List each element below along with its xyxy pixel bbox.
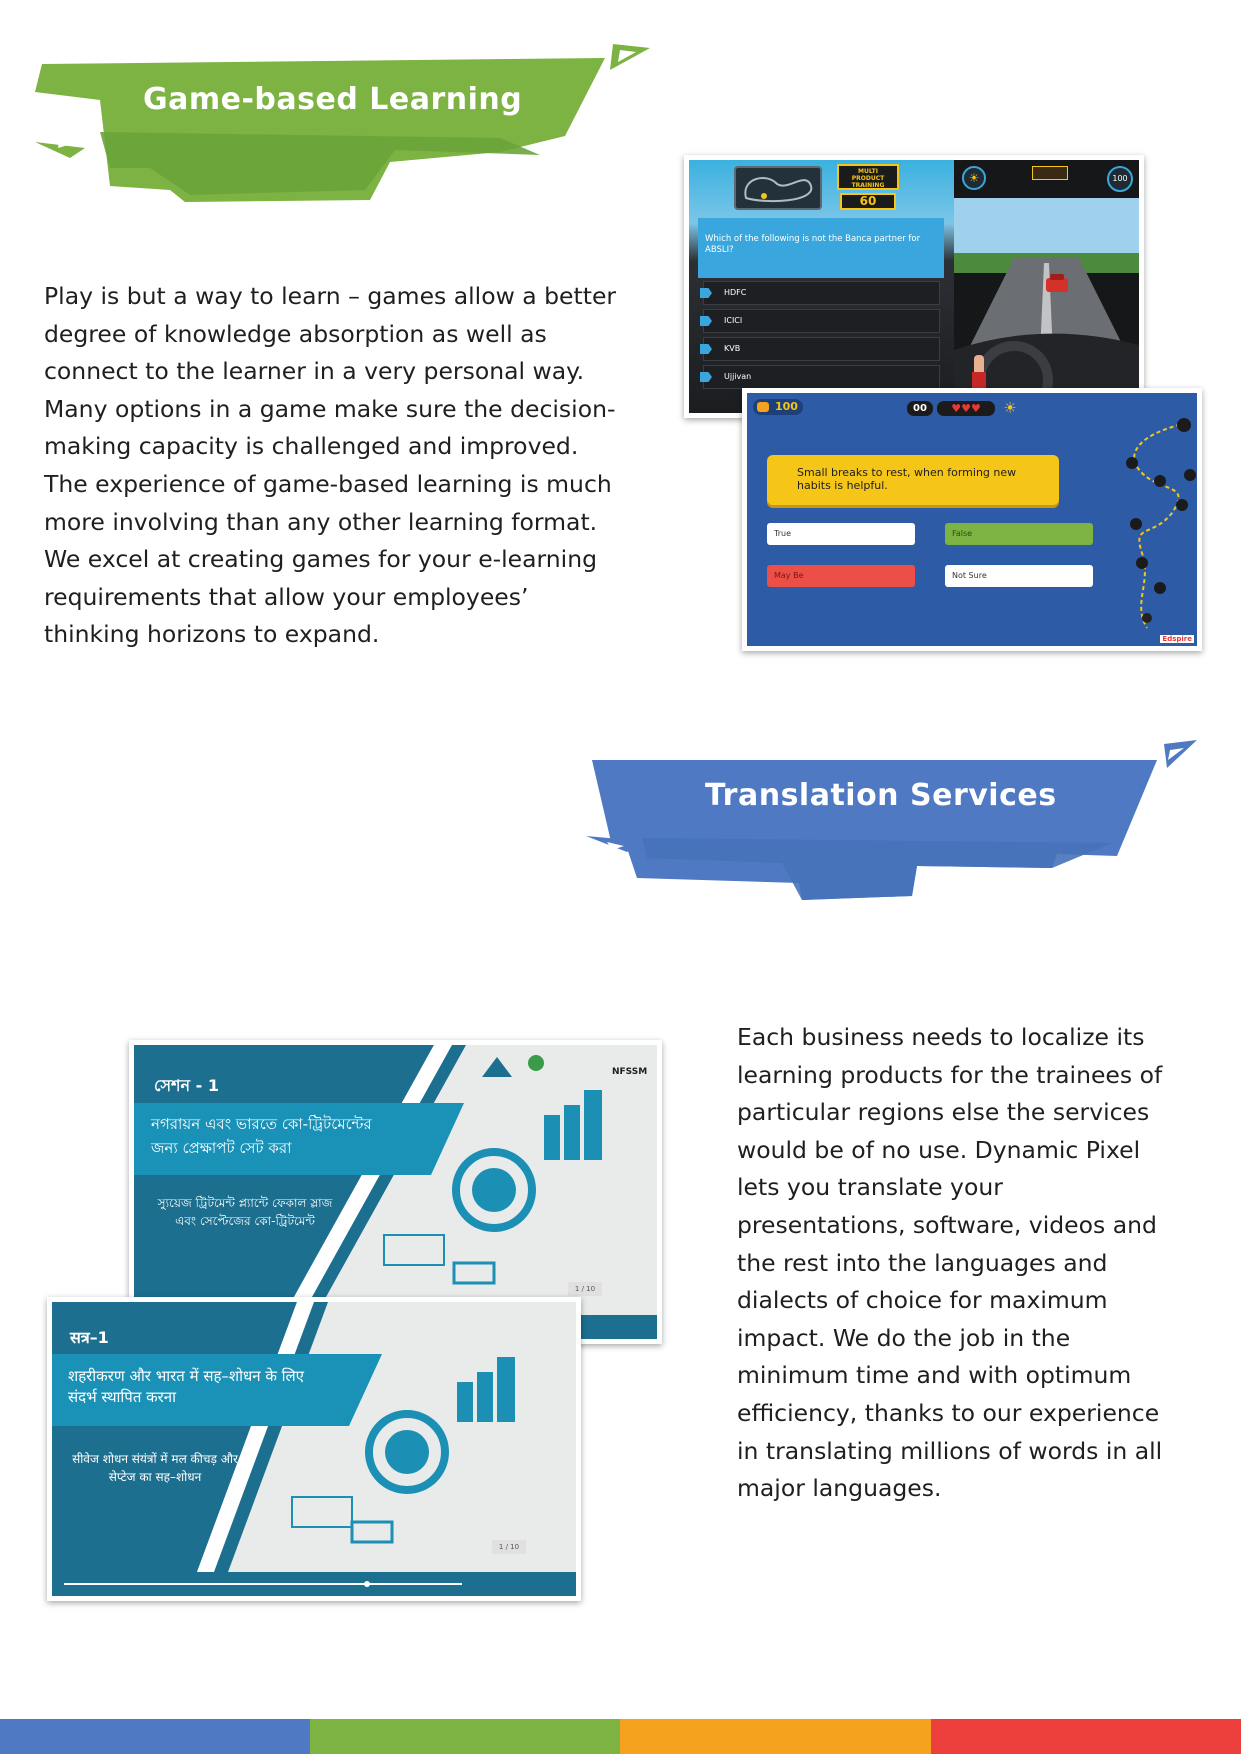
answer-label: ICICI — [724, 316, 743, 325]
game-timer: 60 — [840, 193, 896, 210]
track-map — [734, 166, 822, 210]
answer-option[interactable] — [703, 337, 940, 361]
heart-icon: ♥ — [951, 402, 962, 415]
footer-bar-red — [931, 1719, 1241, 1754]
quiz-game-screenshot — [742, 388, 1202, 651]
answer-option[interactable] — [703, 281, 940, 305]
coin-value: 100 — [775, 400, 798, 413]
slide-page-number: 1 / 10 — [568, 1282, 602, 1296]
hint-bulb-icon[interactable]: ☀ — [962, 166, 986, 190]
answer-false-button[interactable]: False — [945, 523, 1093, 545]
racing-game-screenshot — [684, 155, 1144, 418]
coin-counter — [753, 399, 803, 415]
green-ribbon-shape — [30, 40, 655, 205]
footer-bar-orange — [620, 1719, 931, 1754]
badge-line: MULTI — [858, 168, 878, 175]
level-path-map — [1102, 413, 1197, 638]
answer-notsure-button[interactable]: Not Sure — [945, 565, 1093, 587]
heart-icon: ♥ — [961, 402, 971, 415]
quiz-timer: 00 — [907, 401, 933, 416]
slide-subheading: सीवेज शोधन संयंत्रों में मल कीचड़ और सेप्टेज का सह–शोधन — [72, 1452, 238, 1484]
arrow-icon — [700, 288, 712, 298]
answer-option[interactable] — [703, 309, 940, 333]
arrow-icon — [700, 316, 712, 326]
nfssm-logo: NFSSM — [612, 1067, 648, 1077]
badge-line: TRAINING — [851, 182, 885, 189]
slide-session-label: सत्र–1 — [70, 1328, 109, 1347]
heart-icon: ♥ — [970, 402, 981, 415]
coin-icon — [757, 402, 769, 412]
answer-label: KVB — [724, 344, 741, 353]
translation-section-title: Translation Services — [705, 778, 1057, 813]
game-banner — [30, 40, 655, 205]
lives-hearts — [937, 401, 995, 416]
quiz-statement: Small breaks to rest, when forming new habits is helpful. — [767, 455, 1059, 505]
score-display: 100 — [1107, 166, 1133, 192]
footer-bar-green — [310, 1719, 620, 1754]
game-section-title: Game-based Learning — [143, 82, 523, 117]
arrow-icon — [700, 372, 712, 382]
edspire-logo: Edspire — [1162, 635, 1192, 643]
game-question: Which of the following is not the Banca partner for ABSLI? — [698, 218, 944, 278]
hint-bulb-icon[interactable]: ☀ — [1003, 399, 1017, 417]
slide-page-number: 1 / 10 — [492, 1540, 526, 1554]
partner-logo-icon — [528, 1055, 544, 1071]
question-panel — [689, 160, 954, 413]
blue-ribbon-shape — [582, 738, 1202, 903]
badge-line: PRODUCT — [851, 175, 885, 182]
translation-section-paragraph: Each business needs to localize its learning products for the trainees of particular regions else the services would be of no use. Dynamic Pixel lets you translate your presentations, software, videos and the rest into the languages and dialects of choice for maximum impact. We do the job in the minimum time and with optimum efficiency, thanks to our experience in translating millions of words in all major languages. — [737, 1023, 1163, 1503]
translation-banner — [582, 738, 1202, 903]
arrow-icon — [700, 344, 712, 354]
answer-label: Ujjivan — [724, 372, 752, 381]
answer-maybe-button[interactable]: May Be — [767, 565, 915, 587]
answer-label: HDFC — [724, 288, 747, 297]
multi-product-badge — [837, 164, 899, 190]
slide-heading: নগরায়ন এবং ভারতে কো-ট্রিটমেন্টের জন্য প্রেক্ষাপট সেট করা — [151, 1115, 372, 1157]
slide-session-label: সেশন - 1 — [154, 1076, 219, 1095]
slide-heading: शहरीकरण और भारत में सह–शोधन के लिए संदर्भ स्थापित करना — [68, 1367, 304, 1406]
answer-option[interactable] — [703, 365, 940, 389]
coin-stack-icon — [1032, 166, 1068, 180]
slide-subheading: স্যুয়েজ ট্রিটমেন্ট প্ল্যান্টে ফেকাল স্লাজ এবং সেপ্টেজের কো-ট্রিটমেন্ট — [157, 1196, 333, 1228]
game-section-paragraph: Play is but a way to learn – games allow a better degree of knowledge absorption as well as connect to the learner in a very personal way. Many options in a game make sure the decision-making capacity is challenged and improved. The experience of game-based learning is much more involving than any other learning format. We excel at creating games for your e-learning requirements that allow your employees’ thinking horizons to expand. — [44, 282, 617, 649]
hindi-slide-screenshot — [47, 1297, 581, 1601]
driving-scene — [954, 160, 1139, 413]
answer-true-button[interactable]: True — [767, 523, 915, 545]
footer-bar-blue — [0, 1719, 310, 1754]
